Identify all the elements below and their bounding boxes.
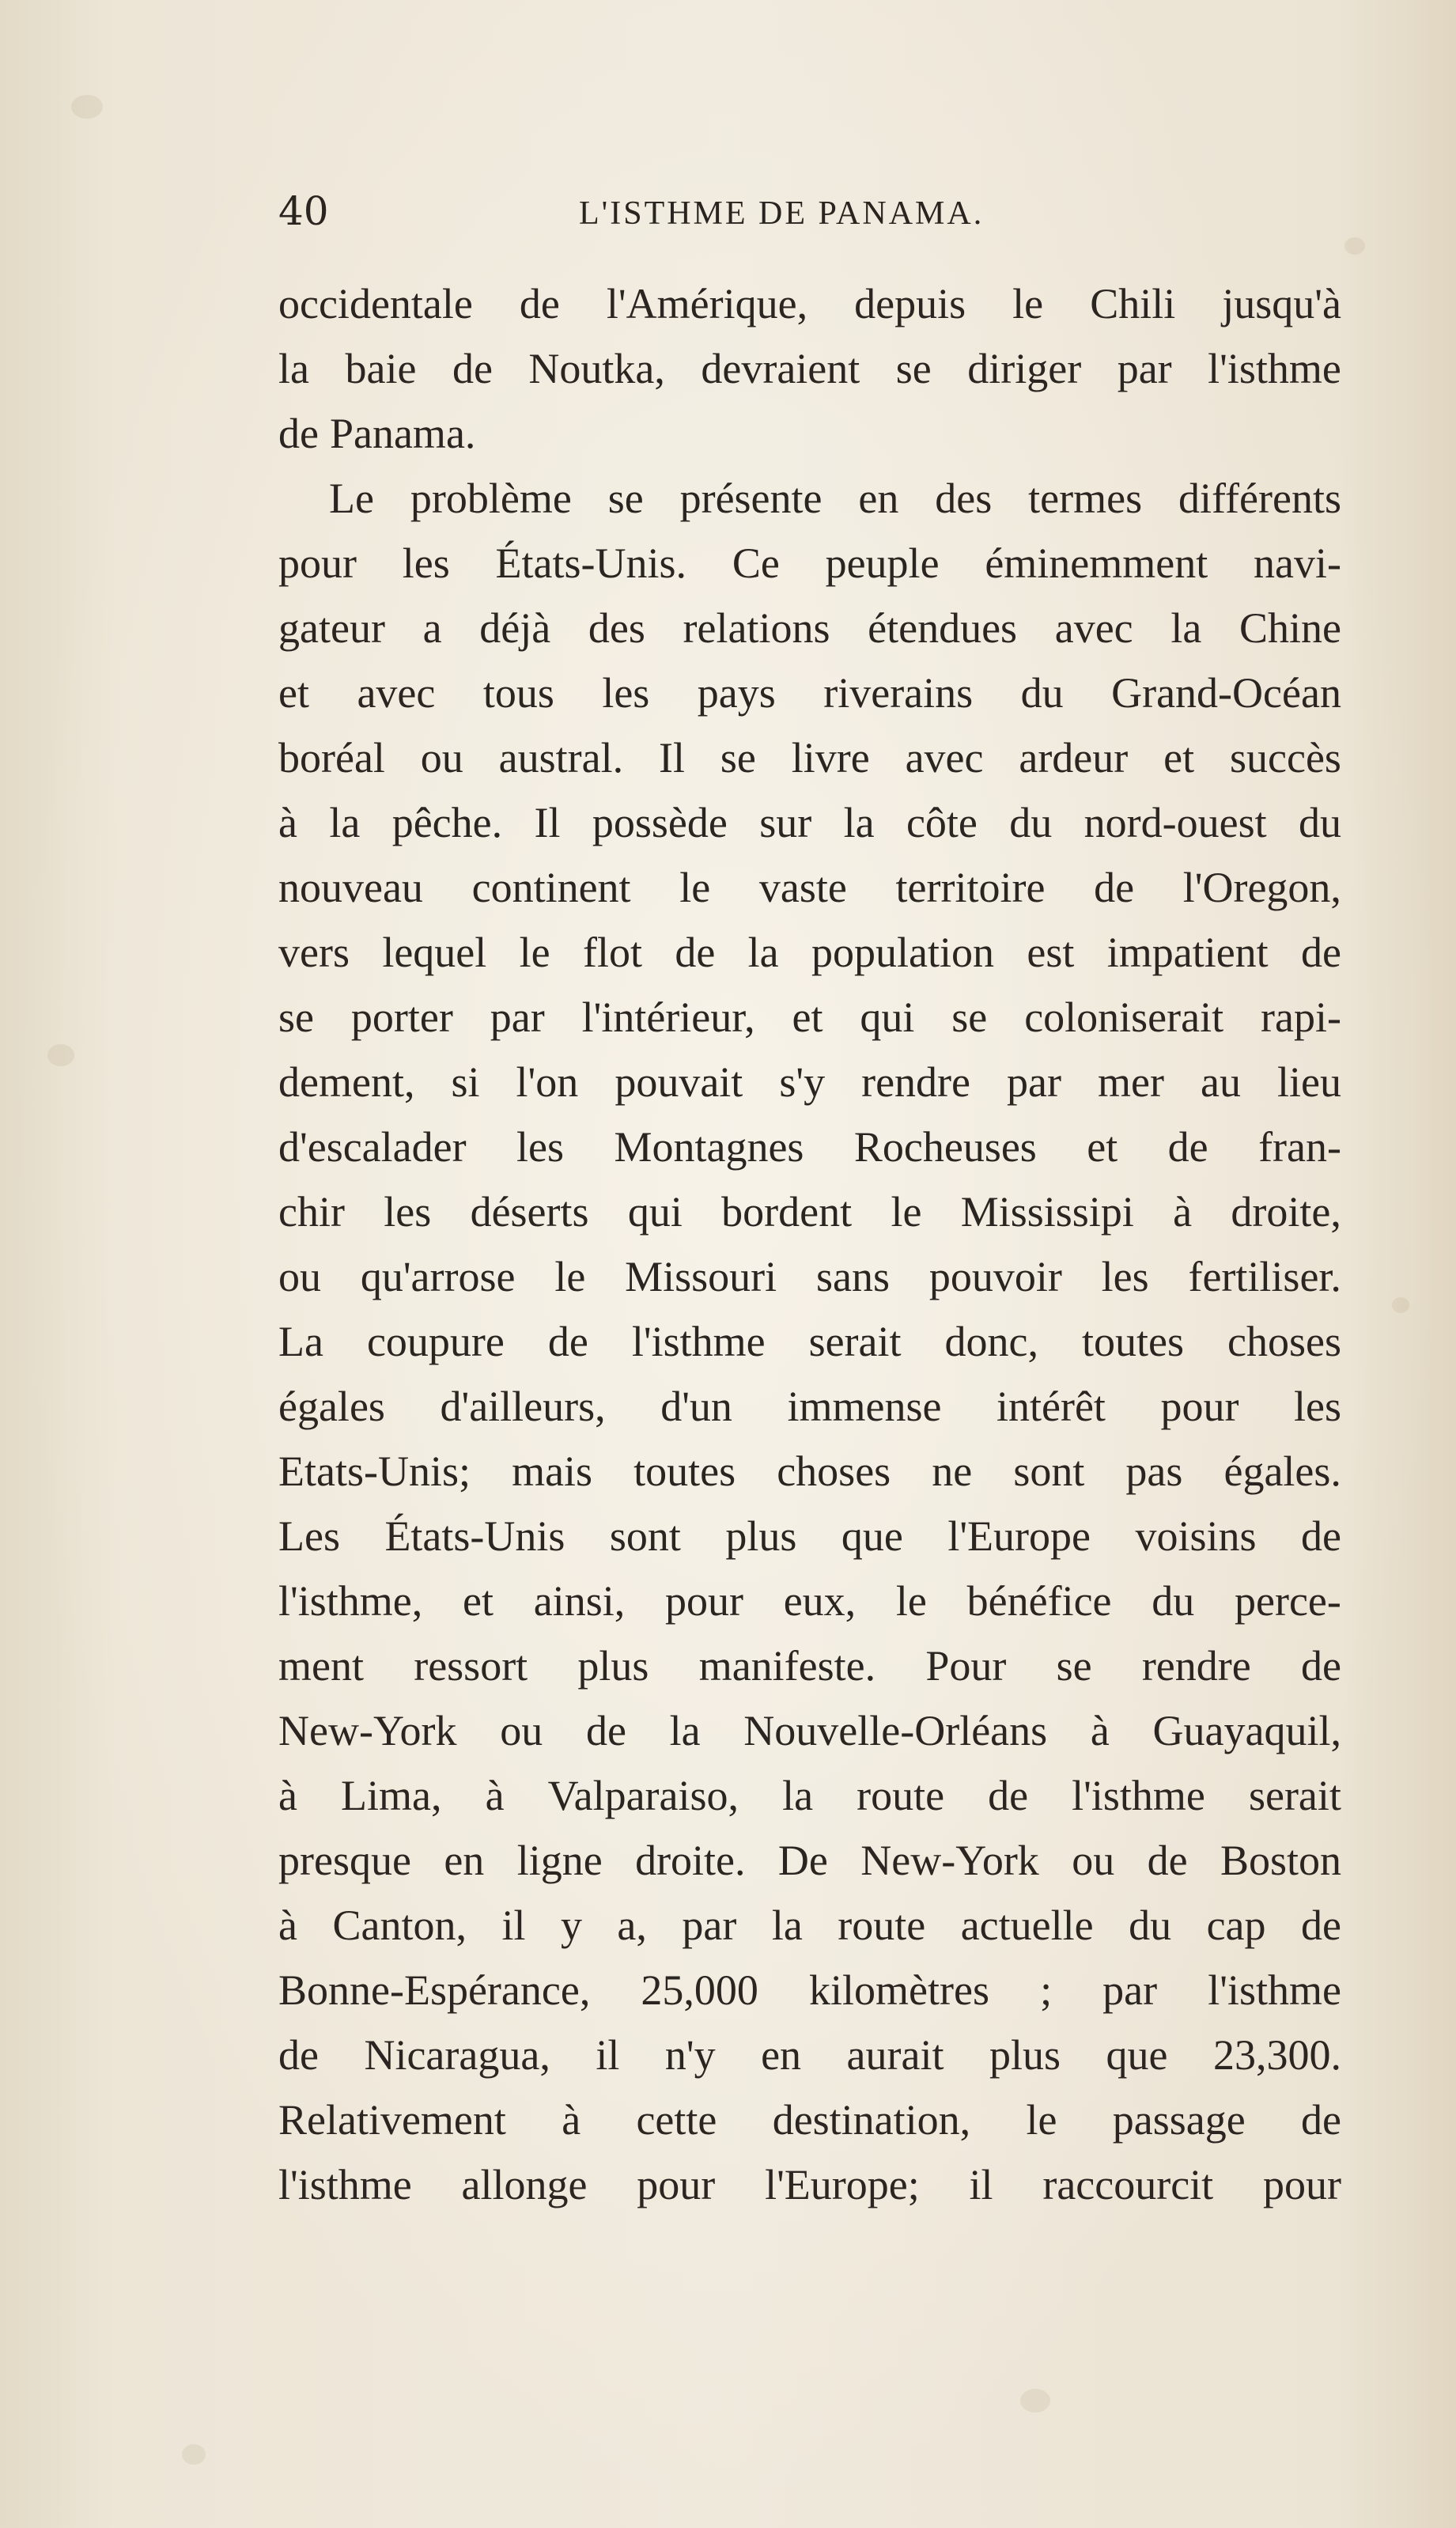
text-line: d'escalader les Montagnes Rocheuses et de fran- — [278, 1123, 1341, 1171]
text-line: pour les États-Unis. Ce peuple éminemment navi- — [278, 539, 1341, 587]
text-line: se porter par l'intérieur, et qui se coloniserait rapi- — [278, 993, 1341, 1041]
text-line: chir les déserts qui bordent le Mississipi à droite, — [278, 1188, 1341, 1236]
page-header — [278, 188, 1346, 252]
text-line: à Canton, il y a, par la route actuelle du cap de — [278, 1902, 1341, 1949]
text-line: à Lima, à Valparaiso, la route de l'isthme serait — [278, 1772, 1341, 1819]
text-line: égales d'ailleurs, d'un immense intérêt pour les — [278, 1383, 1341, 1430]
text-line: Etats-Unis; mais toutes choses ne sont pas égales. — [278, 1448, 1341, 1495]
text-line: La coupure de l'isthme serait donc, toutes choses — [278, 1318, 1341, 1365]
text-line: l'isthme allonge pour l'Europe; il raccourcit pour — [278, 2161, 1341, 2208]
text-line: Le problème se présente en des termes différents — [329, 475, 1341, 522]
text-line: nouveau continent le vaste territoire de l'Oregon, — [278, 864, 1341, 911]
text-line: et avec tous les pays riverains du Grand-Océan — [278, 669, 1341, 717]
text-line: presque en ligne droite. De New-York ou de Boston — [278, 1837, 1341, 1884]
text-line: dement, si l'on pouvait s'y rendre par mer au lieu — [278, 1058, 1341, 1106]
text-line: Bonne-Espérance, 25,000 kilomètres ; par l'isthme — [278, 1966, 1341, 2014]
text-line: l'isthme, et ainsi, pour eux, le bénéfice du perce- — [278, 1577, 1341, 1625]
text-line: à la pêche. Il possède sur la côte du nord-ouest du — [278, 799, 1341, 846]
text-line: occidentale de l'Amérique, depuis le Chili jusqu'à — [278, 280, 1341, 327]
text-line: boréal ou austral. Il se livre avec ardeur et succès — [278, 734, 1341, 781]
text-line: la baie de Noutka, devraient se diriger par l'isthme — [278, 345, 1341, 392]
text-line: vers lequel le flot de la population est impatient de — [278, 929, 1341, 976]
body-text — [278, 271, 1341, 2217]
text-line: de Nicaragua, il n'y en aurait plus que 23,300. — [278, 2031, 1341, 2079]
text-line: ment ressort plus manifeste. Pour se rendre de — [278, 1642, 1341, 1690]
text-line: de Panama. — [278, 410, 476, 457]
text-line: Relativement à cette destination, le passage de — [278, 2096, 1341, 2144]
text-line: Les États-Unis sont plus que l'Europe voisins de — [278, 1512, 1341, 1560]
text-line: ou qu'arrose le Missouri sans pouvoir les fertiliser. — [278, 1253, 1341, 1300]
text-line: New-York ou de la Nouvelle-Orléans à Guayaquil, — [278, 1707, 1341, 1754]
running-title: L'ISTHME DE PANAMA. — [579, 195, 985, 232]
text-line: gateur a déjà des relations étendues avec la Chine — [278, 604, 1341, 652]
page-number: 40 — [278, 188, 329, 234]
